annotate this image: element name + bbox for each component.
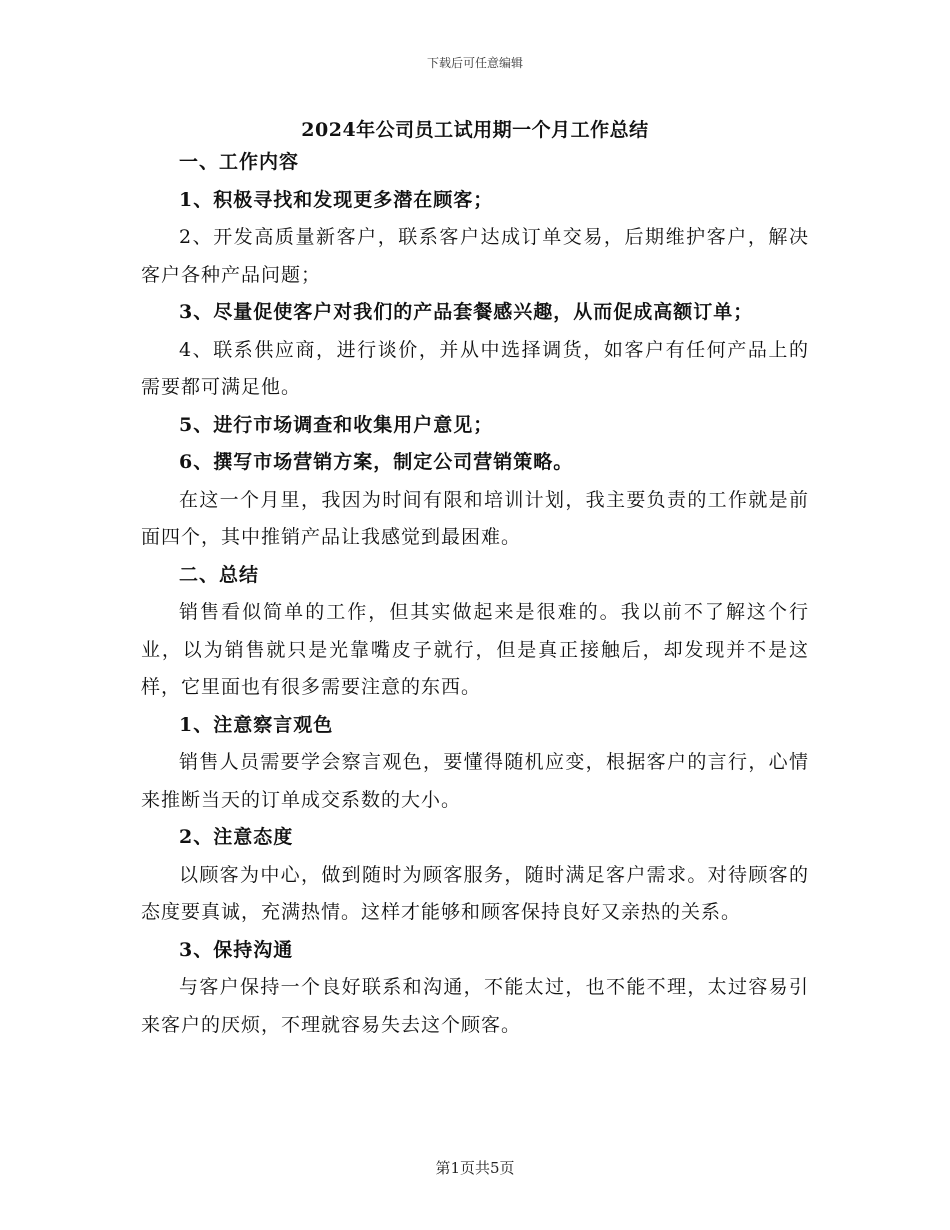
summary-point-3-heading: 3、保持沟通 [179, 938, 294, 961]
section-heading-work-content: 一、工作内容 [179, 151, 300, 173]
summary-point-1-heading: 1、注意察言观色 [179, 713, 334, 736]
document-title: 2024年公司员工试用期一个月工作总结 [301, 119, 649, 141]
summary-intro-paragraph: 销售看似简单的工作，但其实做起来是很难的。我以前不了解这个行业，以为销售就只是光靠嘴皮子就行，但是真正接触后，却发现并不是这样，它里面也有很多需要注意的东西。 [141, 601, 809, 698]
header-download-note: 下载后可任意编辑 [426, 56, 523, 70]
summary-point-1-paragraph: 销售人员需要学会察言观色，要懂得随机应变，根据客户的言行，心情来推断当天的订单成交系数的大小。 [141, 751, 809, 811]
document-body [141, 144, 809, 1044]
work-summary-paragraph: 在这一个月里，我因为时间有限和培训计划，我主要负责的工作就是前面四个，其中推销产品让我感觉到最困难。 [141, 488, 809, 548]
page-number: 第1页共5页 [435, 1159, 515, 1177]
work-item-6: 6、撰写市场营销方案，制定公司营销策略。 [179, 451, 574, 473]
work-item-5: 5、进行市场调查和收集用户意见； [179, 413, 494, 436]
summary-point-2-paragraph: 以顾客为中心，做到随时为顾客服务，随时满足客户需求。对待顾客的态度要真诚，充满热情。这样才能够和顾客保持良好又亲热的关系。 [141, 863, 809, 923]
work-item-4: 4、联系供应商，进行谈价，并从中选择调货，如客户有任何产品上的需要都可满足他。 [141, 338, 809, 398]
summary-point-3-paragraph: 与客户保持一个良好联系和沟通，不能太过，也不能不理，太过容易引来客户的厌烦，不理就容易失去这个顾客。 [141, 976, 809, 1036]
work-item-1: 1、积极寻找和发现更多潜在顾客； [179, 188, 494, 211]
section-heading-summary: 二、总结 [179, 563, 260, 586]
summary-point-2-heading: 2、注意态度 [179, 826, 294, 848]
work-item-2: 2、开发高质量新客户，联系客户达成订单交易，后期维护客户，解决客户各种产品问题； [141, 226, 809, 286]
work-item-3: 3、尽量促使客户对我们的产品套餐感兴趣，从而促成高额订单； [179, 301, 754, 323]
